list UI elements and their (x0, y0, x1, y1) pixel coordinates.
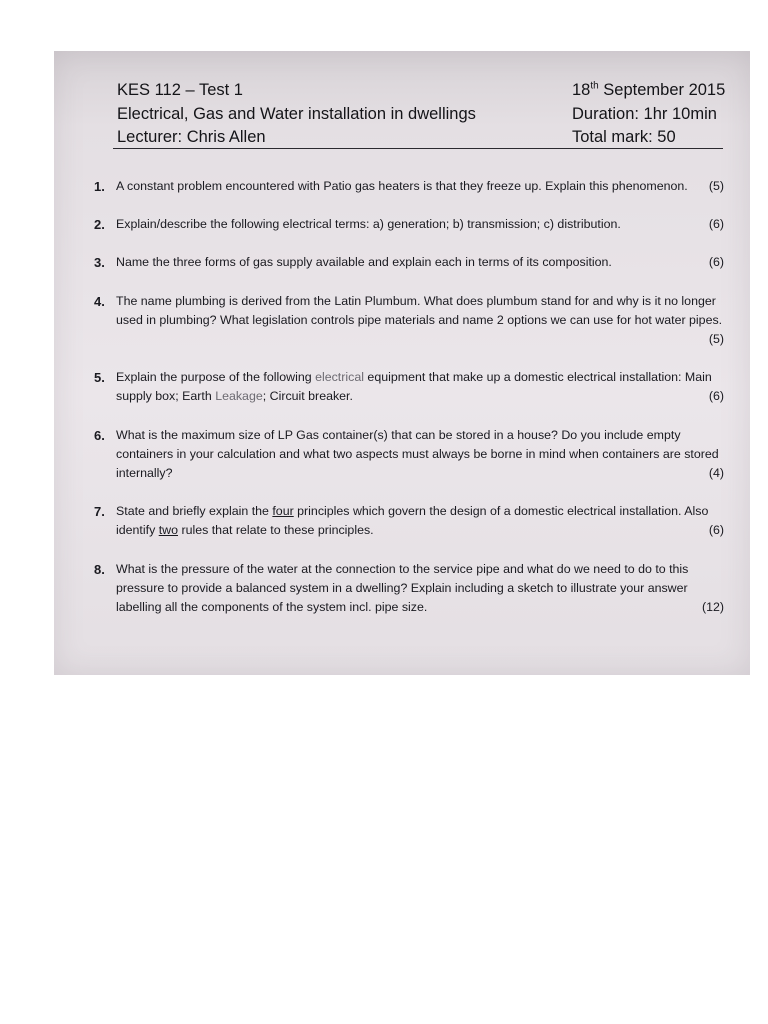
question-text: What is the maximum size of LP Gas container(s) that can be stored in a house? Do you include empty containers in your calculation and what two aspects must always be borne in mind when containers are stored internally? (116, 427, 719, 481)
question-number: 5. (94, 370, 105, 386)
question-7 (88, 502, 724, 540)
test-duration: Duration: 1hr 10min (572, 104, 717, 123)
header-divider (113, 148, 723, 149)
test-header (117, 79, 750, 150)
question-text: A constant problem encountered with Patio gas heaters is that they freeze up. Explain this phenomenon. (116, 179, 688, 193)
question-number: 8. (94, 561, 105, 577)
question-mark: (4) (708, 466, 724, 481)
lecturer-name: Lecturer: Chris Allen (117, 128, 266, 146)
course-code: KES 112 – Test 1 (117, 81, 243, 99)
scanned-test-paper (54, 51, 750, 675)
question-text: Explain/describe the following electrical terms: a) generation; b) transmission; c) distribution. (116, 217, 621, 232)
question-mark: (6) (708, 255, 724, 270)
total-mark: Total mark: 50 (572, 128, 676, 146)
question-5 (88, 368, 724, 406)
question-8 (88, 560, 724, 618)
question-6 (88, 426, 724, 484)
question-mark: (12) (701, 600, 724, 615)
question-4 (88, 292, 724, 350)
question-number: 3. (94, 255, 105, 271)
question-text: Explain the purpose of the following electrical equipment that make up a domestic electrical installation: Main supply box; Earth Leakage; Circuit breaker. (116, 370, 712, 404)
question-mark: (6) (708, 217, 724, 232)
question-number: 7. (94, 504, 105, 520)
question-mark: (6) (708, 523, 724, 538)
question-list (88, 177, 724, 636)
question-text: The name plumbing is derived from the Latin Plumbum. What does plumbum stand for and why is it no longer used in plumbing? What legislation controls pipe materials and name 2 options we can use for hot water pipes. (116, 293, 723, 327)
test-date: 18th September 2015 (572, 80, 726, 99)
question-number: 6. (94, 427, 105, 443)
question-number: 2. (94, 217, 105, 233)
question-2 (88, 215, 724, 234)
question-text: Name the three forms of gas supply available and explain each in terms of its composition. (116, 255, 612, 270)
question-number: 1. (94, 179, 105, 194)
question-mark: (6) (708, 389, 724, 404)
question-text: What is the pressure of the water at the connection to the service pipe and what do we need to do to this pressure to provide a balanced system in a dwelling? Explain including a sketch to illustrate your answer labelling all the components of the system incl. pipe size. (116, 561, 689, 615)
question-mark: (5) (708, 179, 724, 193)
test-title: Electrical, Gas and Water installation in dwellings (117, 104, 476, 123)
question-mark: (5) (708, 332, 724, 347)
question-text: State and briefly explain the four principles which govern the design of a domestic electrical installation. Also identify two rules that relate to these principles. (116, 504, 709, 538)
question-number: 4. (94, 293, 105, 309)
question-1 (88, 177, 724, 196)
question-3 (88, 253, 724, 272)
